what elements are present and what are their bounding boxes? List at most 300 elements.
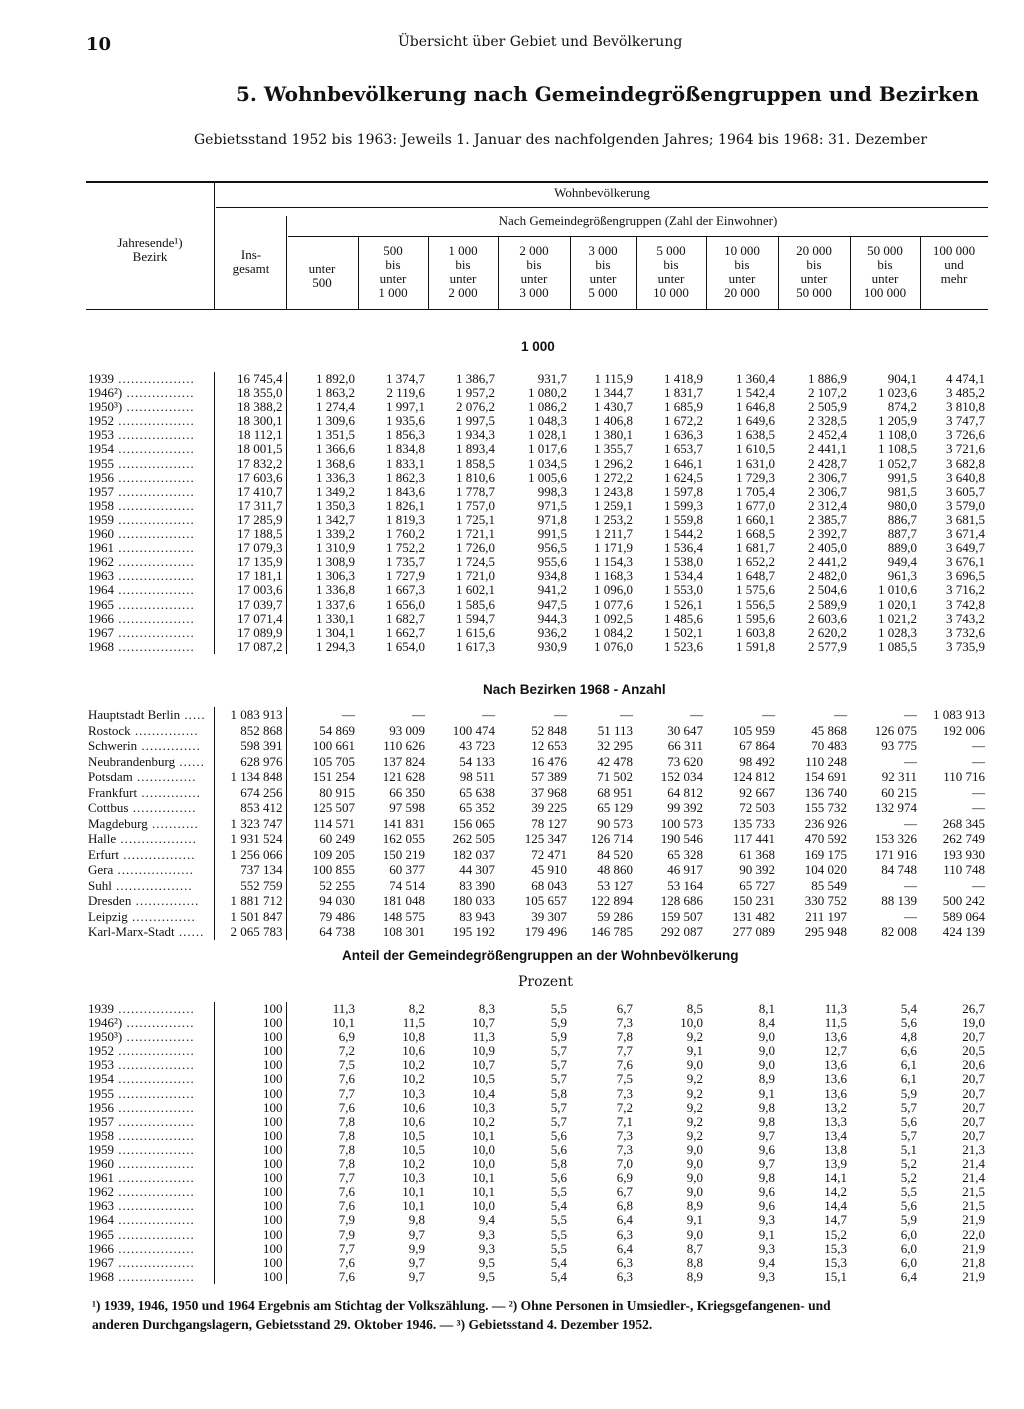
leader-dots: .................. <box>114 1058 195 1073</box>
cell-value: 2 119,6 <box>386 386 425 401</box>
cell-value: 1 893,4 <box>456 442 495 457</box>
cell-value: 13,9 <box>824 1157 847 1172</box>
row-label <box>86 1228 214 1242</box>
cell-value: 2 385,7 <box>808 512 847 527</box>
cell-value: 98 511 <box>459 769 495 784</box>
cell-value: 6,3 <box>616 1255 633 1270</box>
cell-value: 2 441,2 <box>808 555 847 570</box>
cell-value: 100 474 <box>452 722 495 738</box>
cell-value: 9,2 <box>686 1128 703 1143</box>
leader-dots: .................. <box>114 442 195 457</box>
cell-value: 114 571 <box>286 816 358 832</box>
cell-value: 589 064 <box>942 908 985 924</box>
cell-value: 100 <box>214 1143 286 1157</box>
header-wohnbevoelkerung: Wohnbevölkerung <box>554 185 650 200</box>
leader-dots: ................ <box>122 386 195 401</box>
leader-dots: .................. <box>114 1255 195 1270</box>
row-label <box>86 612 214 626</box>
cell-value: 13,3 <box>824 1114 847 1129</box>
cell-value: 1 752,2 <box>386 541 425 556</box>
cell-value: 8,2 <box>408 1002 425 1016</box>
cell-value: 12,7 <box>824 1044 847 1059</box>
cell-value: 60 377 <box>389 862 425 877</box>
header-rule-1 <box>216 207 988 208</box>
row-label <box>86 457 214 471</box>
cell-value: 10,1 <box>402 1185 425 1200</box>
cell-value: 98 492 <box>739 753 775 769</box>
cell-value: 150 231 <box>732 893 775 908</box>
row-label <box>86 723 214 739</box>
cell-value: 1 083 913 <box>933 707 985 722</box>
cell-value: 7,2 <box>286 1044 358 1058</box>
table-row <box>86 1115 988 1129</box>
cell-value: 13,6 <box>824 1058 847 1073</box>
cell-value: 90 392 <box>739 862 775 877</box>
cell-value: 45 868 <box>811 722 847 738</box>
row-label <box>86 1185 214 1199</box>
cell-value: 7,7 <box>286 1242 358 1256</box>
cell-value: — <box>620 707 633 722</box>
cell-value: 100 <box>214 1129 286 1143</box>
cell-value: 1 272,2 <box>594 470 633 485</box>
cell-value: 141 831 <box>382 815 425 831</box>
cell-value: 13,6 <box>824 1072 847 1087</box>
cell-value: 9,1 <box>758 1086 775 1101</box>
table-row <box>86 769 988 785</box>
cell-value: 9,0 <box>758 1044 775 1059</box>
cell-value: 9,3 <box>758 1269 775 1284</box>
cell-value: 100 <box>214 1087 286 1101</box>
cell-value: 852 868 <box>214 723 286 739</box>
cell-value: 7,6 <box>286 1185 358 1199</box>
leader-dots: .................. <box>116 831 197 846</box>
cell-value: 1 351,5 <box>286 428 358 442</box>
row-label <box>86 626 214 640</box>
cell-value: 3 732,6 <box>946 625 985 640</box>
cell-value: 1 048,3 <box>528 414 567 429</box>
cell-value: 13,6 <box>824 1086 847 1101</box>
row-label-text: Leipzig <box>88 908 128 924</box>
cell-value: 1 559,8 <box>664 512 703 527</box>
leader-dots: .................. <box>114 597 195 612</box>
cell-value: 9,0 <box>686 1157 703 1172</box>
cell-value: 9,6 <box>758 1142 775 1157</box>
cell-value: 7,6 <box>286 1270 358 1284</box>
cell-value: 887,7 <box>887 527 917 542</box>
cell-value: 110 748 <box>943 862 985 877</box>
cell-value: 5,5 <box>550 1227 567 1242</box>
cell-value: 5,4 <box>550 1199 567 1214</box>
table-row <box>86 569 988 583</box>
row-label-text: 1960 <box>88 527 114 542</box>
cell-value: 21,5 <box>962 1185 985 1200</box>
leader-dots: .................. <box>114 1086 195 1101</box>
cell-value: 7,3 <box>616 1016 633 1031</box>
cell-value: 1 374,7 <box>386 372 425 386</box>
cell-value: 20,5 <box>962 1044 985 1059</box>
cell-value: 100 <box>214 1242 286 1256</box>
cell-value: 10,9 <box>472 1044 495 1059</box>
cell-value: 61 368 <box>739 846 775 862</box>
cell-value: 9,0 <box>686 1171 703 1186</box>
cell-value: 10,7 <box>472 1058 495 1073</box>
table-row <box>86 1199 988 1213</box>
cell-value: 8,8 <box>686 1255 703 1270</box>
cell-value: 9,6 <box>758 1199 775 1214</box>
cell-value: 931,7 <box>537 372 567 386</box>
cell-value: 9,9 <box>408 1241 425 1256</box>
cell-value: 2 428,7 <box>808 456 847 471</box>
cell-value: 1 304,1 <box>286 626 358 640</box>
cell-value: 991,5 <box>887 470 917 485</box>
cell-value: 1 833,1 <box>386 456 425 471</box>
row-label <box>86 1171 214 1185</box>
cell-value: 21,9 <box>962 1213 985 1228</box>
cell-value: 1 350,3 <box>286 499 358 513</box>
row-label-text: 1950³) <box>88 400 123 415</box>
cell-value: 1 721,0 <box>456 569 495 584</box>
cell-value: 1 682,7 <box>386 611 425 626</box>
cell-value: 60 249 <box>286 831 358 847</box>
cell-value: 268 345 <box>942 815 985 831</box>
cell-value: 68 951 <box>597 784 633 800</box>
cell-value: — <box>482 707 495 722</box>
cell-value: 9,1 <box>686 1213 703 1228</box>
row-label <box>86 800 214 816</box>
cell-value: 1 083 913 <box>214 707 286 723</box>
cell-value: 59 286 <box>597 908 633 924</box>
leader-dots: ................ <box>122 1030 195 1045</box>
table-row <box>86 386 988 400</box>
cell-value: 6,1 <box>900 1058 917 1073</box>
table-row <box>86 1171 988 1185</box>
cell-value: 9,8 <box>758 1114 775 1129</box>
header-divider-label <box>214 181 215 309</box>
cell-value: 10,5 <box>402 1142 425 1157</box>
cell-value: 3 676,1 <box>946 555 985 570</box>
row-label-text: 1957 <box>88 1114 114 1129</box>
cell-value: 110 248 <box>805 753 847 769</box>
cell-value: 5,1 <box>900 1142 917 1157</box>
cell-value: 1 724,5 <box>456 555 495 570</box>
cell-value: 10,6 <box>402 1114 425 1129</box>
table-row <box>86 414 988 428</box>
cell-value: 14,2 <box>824 1185 847 1200</box>
cell-value: 1 526,1 <box>664 597 703 612</box>
table-row <box>86 800 988 816</box>
cell-value: 1 603,8 <box>736 625 775 640</box>
cell-value: 17 603,6 <box>214 471 286 485</box>
row-label-text: 1958 <box>88 1128 114 1143</box>
cell-value: 32 295 <box>597 738 633 753</box>
table-row <box>86 1044 988 1058</box>
row-label <box>86 1242 214 1256</box>
table-row <box>86 707 988 723</box>
table-row <box>86 1270 988 1284</box>
cell-value: 125 347 <box>524 831 567 846</box>
cell-value: 1 501 847 <box>214 909 286 925</box>
cell-value: 5,7 <box>550 1058 567 1073</box>
table-row <box>86 499 988 513</box>
cell-value: 100 <box>214 1072 286 1086</box>
cell-value: 10,1 <box>286 1016 358 1030</box>
leader-dots: .................. <box>114 611 195 626</box>
cell-value: 1 330,1 <box>286 612 358 626</box>
cell-value: 6,1 <box>900 1072 917 1087</box>
cell-value: 7,6 <box>616 1058 633 1073</box>
cell-value: 1 997,1 <box>386 400 425 415</box>
cell-value: 71 502 <box>597 769 633 784</box>
cell-value: 874,2 <box>887 400 917 415</box>
cell-value: 9,3 <box>758 1241 775 1256</box>
table-row <box>86 428 988 442</box>
header-col-1: 500 bis unter 1 000 <box>378 243 408 300</box>
cell-value: 1 826,1 <box>386 498 425 513</box>
cell-value: 16 745,4 <box>214 372 286 386</box>
cell-value: 100 <box>214 1270 286 1284</box>
cell-value: 21,9 <box>962 1269 985 1284</box>
cell-value: 889,0 <box>887 541 917 556</box>
cell-value: 52 848 <box>531 722 567 738</box>
leader-dots: .................. <box>114 1227 195 1242</box>
table-row <box>86 1101 988 1115</box>
cell-value: 7,6 <box>286 1072 358 1086</box>
cell-value: 1 585,6 <box>456 597 495 612</box>
leader-dots: .................. <box>114 372 195 386</box>
cell-value: 1 648,7 <box>736 569 775 584</box>
table-1000 <box>86 372 988 654</box>
cell-value: 85 549 <box>811 877 847 893</box>
row-label-text: 1962 <box>88 1185 114 1200</box>
cell-value: 7,9 <box>286 1213 358 1227</box>
row-label-text: 1939 <box>88 1002 114 1016</box>
cell-value: 65 352 <box>459 800 495 815</box>
cell-value: 15,2 <box>824 1227 847 1242</box>
cell-value: 7,2 <box>616 1100 633 1115</box>
row-label <box>86 583 214 597</box>
cell-value: 980,0 <box>887 498 917 513</box>
cell-value: 20,7 <box>962 1030 985 1045</box>
cell-value: 93 775 <box>881 738 917 753</box>
row-label-text: 1964 <box>88 1213 114 1228</box>
cell-value: 9,4 <box>478 1213 495 1228</box>
cell-value: 947,5 <box>537 597 567 612</box>
cell-value: 3 640,8 <box>946 470 985 485</box>
row-label-text: 1956 <box>88 470 114 485</box>
header-gemeindegroessengruppen: Nach Gemeindegrößengruppen (Zahl der Einwohner) <box>498 213 778 228</box>
cell-value: 1 010,6 <box>878 583 917 598</box>
cell-value: 941,2 <box>537 583 567 598</box>
footnote-line-1: ¹) 1939, 1946, 1950 und 1964 Ergebnis am Stichtag der Volkszählung. — ²) Ohne Personen in Umsiedler-, Kriegsgefangenen- und <box>92 1298 831 1313</box>
cell-value: — <box>554 707 567 722</box>
table-row <box>86 1030 988 1044</box>
cell-value: 10,6 <box>402 1044 425 1059</box>
cell-value: 9,3 <box>758 1213 775 1228</box>
row-label-text: 1957 <box>88 484 114 499</box>
row-label-text: Halle <box>88 831 117 846</box>
cell-value: 122 894 <box>590 893 633 908</box>
cell-value: 15,1 <box>824 1269 847 1284</box>
table-bezirke <box>86 707 988 940</box>
cell-value: 1 843,6 <box>386 484 425 499</box>
cell-value: 150 219 <box>382 846 425 862</box>
cell-value: 192 006 <box>942 722 985 738</box>
cell-value: 9,2 <box>686 1100 703 1115</box>
table-row <box>86 1087 988 1101</box>
cell-value: 137 824 <box>382 753 425 769</box>
cell-value: 14,1 <box>824 1171 847 1186</box>
table-row <box>86 471 988 485</box>
cell-value: 5,6 <box>550 1142 567 1157</box>
cell-value: 2 328,5 <box>808 414 847 429</box>
cell-value: 1 309,6 <box>286 414 358 428</box>
cell-value: 6,4 <box>616 1213 633 1228</box>
cell-value: 10,8 <box>402 1030 425 1045</box>
cell-value: 156 065 <box>452 815 495 831</box>
cell-value: 10,3 <box>472 1100 495 1115</box>
cell-value: 1 523,6 <box>664 639 703 654</box>
cell-value: 92 311 <box>881 769 917 784</box>
cell-value: 991,5 <box>537 527 567 542</box>
cell-value: 110 716 <box>943 769 985 784</box>
row-label <box>86 1072 214 1086</box>
header-col-3: 2 000 bis unter 3 000 <box>519 243 549 300</box>
cell-value: 971,8 <box>537 512 567 527</box>
leader-dots: .............. <box>137 784 201 800</box>
cell-value: 1 819,3 <box>386 512 425 527</box>
table-row <box>86 893 988 909</box>
cell-value: 944,3 <box>537 611 567 626</box>
leader-dots: .................. <box>114 1142 195 1157</box>
row-label-text: Gera <box>88 862 114 877</box>
table-row <box>86 909 988 925</box>
cell-value: 79 486 <box>286 909 358 925</box>
cell-value: 1 028,3 <box>878 625 917 640</box>
cell-value: 10,3 <box>402 1171 425 1186</box>
row-label <box>86 816 214 832</box>
row-label <box>86 785 214 801</box>
cell-value: 2 312,4 <box>808 498 847 513</box>
row-label-text: 1961 <box>88 1171 114 1186</box>
cell-value: 10,0 <box>472 1142 495 1157</box>
cell-value: 1 544,2 <box>664 527 703 542</box>
cell-value: 5,5 <box>550 1213 567 1228</box>
cell-value: 1 735,7 <box>386 555 425 570</box>
cell-value: 10,5 <box>472 1072 495 1087</box>
cell-value: 8,7 <box>686 1241 703 1256</box>
cell-value: 1 660,1 <box>736 512 775 527</box>
leader-dots: .................. <box>114 1269 195 1284</box>
cell-value: 7,7 <box>286 1087 358 1101</box>
cell-value: 424 139 <box>942 924 985 939</box>
cell-value: 5,2 <box>900 1171 917 1186</box>
cell-value: 5,6 <box>550 1128 567 1143</box>
table-row <box>86 1185 988 1199</box>
cell-value: 12 653 <box>531 738 567 753</box>
row-label <box>86 909 214 925</box>
cell-value: 5,6 <box>900 1114 917 1129</box>
cell-value: 18 388,2 <box>214 400 286 414</box>
cell-value: 1 599,3 <box>664 498 703 513</box>
cell-value: 7,1 <box>616 1114 633 1129</box>
row-label-text: 1964 <box>88 583 114 598</box>
row-label-text: 1966 <box>88 1241 114 1256</box>
leader-dots: .................. <box>114 541 195 556</box>
cell-value: 54 869 <box>286 723 358 739</box>
cell-value: 151 254 <box>286 769 358 785</box>
row-label <box>86 442 214 456</box>
cell-value: 84 748 <box>881 862 917 877</box>
cell-value: 5,5 <box>550 1241 567 1256</box>
cell-value: 262 749 <box>942 831 985 846</box>
cell-value: 14,4 <box>824 1199 847 1214</box>
cell-value: — <box>904 707 917 722</box>
cell-value: 1 406,8 <box>594 414 633 429</box>
leader-dots: ............... <box>127 908 196 924</box>
cell-value: 53 164 <box>667 877 703 893</box>
row-label-text: Suhl <box>88 877 112 893</box>
cell-value: 78 127 <box>531 815 567 831</box>
cell-value: 211 197 <box>805 908 847 924</box>
cell-value: 3 605,7 <box>946 484 985 499</box>
cell-value: 3 735,9 <box>946 639 985 654</box>
cell-value: 1 638,5 <box>736 428 775 443</box>
cell-value: 1 575,6 <box>736 583 775 598</box>
row-label-text: 1963 <box>88 569 114 584</box>
cell-value: 17 832,2 <box>214 457 286 471</box>
cell-value: 15,3 <box>824 1241 847 1256</box>
cell-value: 5,7 <box>900 1100 917 1115</box>
cell-value: 1 602,1 <box>456 583 495 598</box>
row-label <box>86 893 214 909</box>
cell-value: 2 589,9 <box>808 597 847 612</box>
cell-value: 2 405,0 <box>808 541 847 556</box>
cell-value: 5,2 <box>900 1157 917 1172</box>
cell-value: 21,8 <box>962 1255 985 1270</box>
row-label <box>86 372 214 386</box>
cell-value: 100 <box>214 1044 286 1058</box>
cell-value: 1 171,9 <box>594 541 633 556</box>
cell-value: 9,3 <box>478 1227 495 1242</box>
cell-value: 1 349,2 <box>286 485 358 499</box>
cell-value: 26,7 <box>962 1002 985 1016</box>
cell-value: 20,7 <box>962 1128 985 1143</box>
cell-value: 17 071,4 <box>214 612 286 626</box>
cell-value: 9,8 <box>408 1213 425 1228</box>
cell-value: 1 591,8 <box>736 639 775 654</box>
table-row <box>86 598 988 612</box>
row-label-text: Karl-Marx-Stadt <box>88 924 175 939</box>
footnote-line-2: anderen Durchgangslagern, Gebietsstand 29. Oktober 1946. — ³) Gebietsstand 4. Dezember 1952. <box>92 1317 653 1332</box>
row-label-text: 1954 <box>88 442 114 457</box>
leader-dots: ............... <box>130 722 199 738</box>
leader-dots: .................. <box>114 1114 195 1129</box>
cell-value: 6,0 <box>900 1227 917 1242</box>
cell-value: 10,0 <box>472 1157 495 1172</box>
row-label-text: 1965 <box>88 1227 114 1242</box>
cell-value: 10,1 <box>472 1185 495 1200</box>
cell-value: 100 <box>214 1256 286 1270</box>
row-label <box>86 847 214 863</box>
cell-value: 1 725,1 <box>456 512 495 527</box>
cell-value: 1 360,4 <box>736 372 775 386</box>
cell-value: 9,8 <box>758 1100 775 1115</box>
cell-value: 148 575 <box>382 908 425 924</box>
cell-value: — <box>904 753 917 769</box>
cell-value: 8,3 <box>478 1002 495 1016</box>
cell-value: 1 649,6 <box>736 414 775 429</box>
cell-value: 853 412 <box>214 800 286 816</box>
